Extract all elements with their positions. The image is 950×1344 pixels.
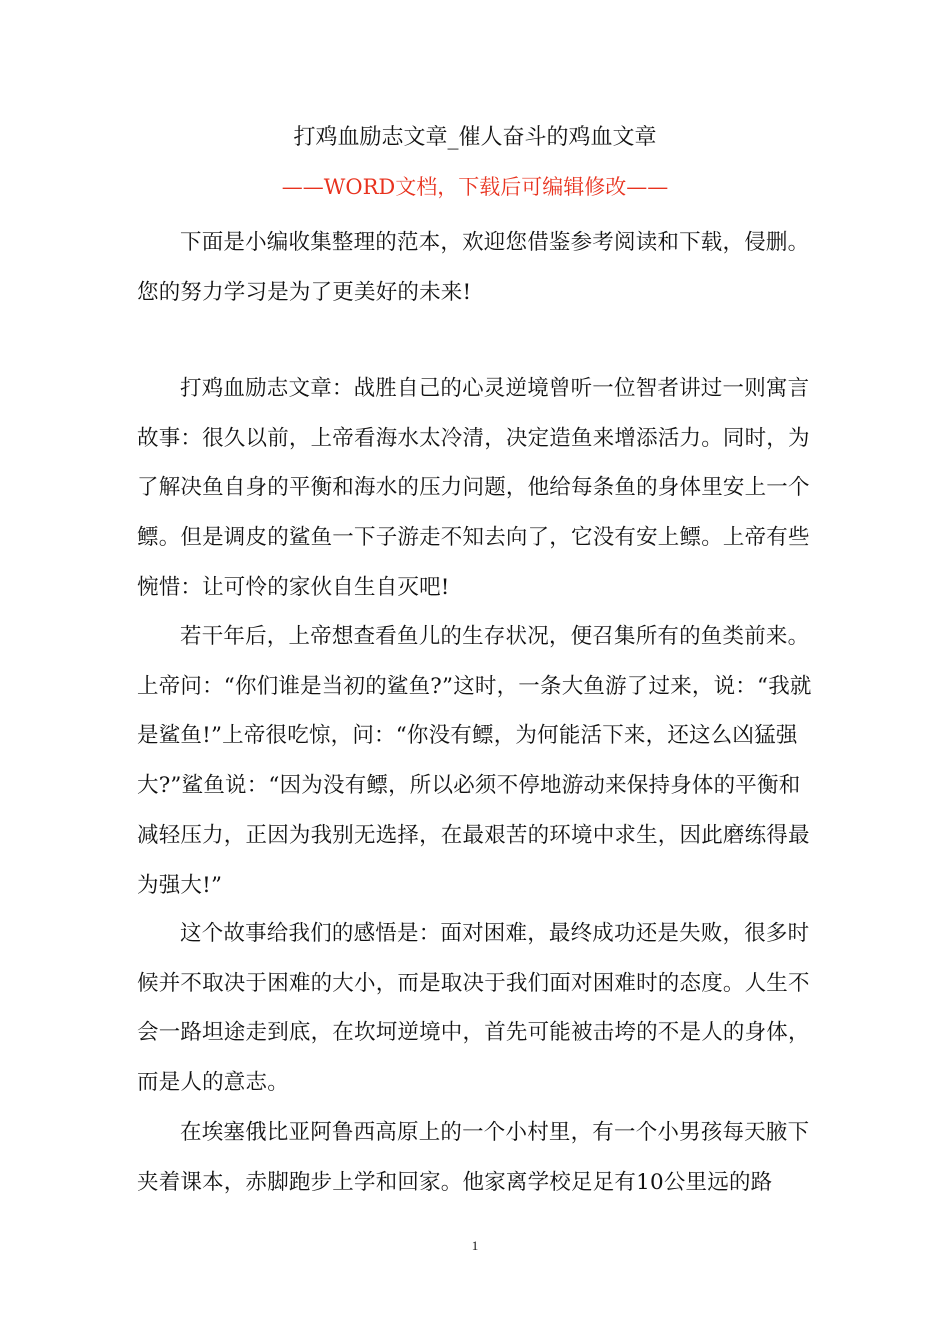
document-title: 打鸡血励志文章_催人奋斗的鸡血文章 — [293, 125, 657, 150]
document-subtitle: ——WORD文档，下载后可编辑修改—— — [281, 175, 669, 199]
paragraph-fable: 打鸡血励志文章：战胜自己的心灵逆境曾听一位智者讲过一则寓言故事：很久以前，上帝看海水太冷清，决定造鱼来增添活力。同时，为了解决鱼自身的平衡和海水的压力问题，他给每条鱼的身体里安上一个鳔。但是调皮的鲨鱼一下子游走不知去向了，它没有安上鳔。上帝有些惋惜：让可怜的家伙自生自灭吧! — [137, 376, 810, 600]
page-number: 1 — [471, 1238, 479, 1253]
paragraph-lesson: 这个故事给我们的感悟是：面对困难，最终成功还是失败，很多时候并不取决于困难的大小，而是取决于我们面对困难时的态度。人生不会一路坦途走到底，在坎坷逆境中，首先可能被击垮的不是人的身体，而是人的意志。 — [137, 921, 810, 1096]
paragraph-shark-dialogue: 若干年后，上帝想查看鱼儿的生存状况，便召集所有的鱼类前来。上帝问：“你们谁是当初的鲨鱼?”这时，一条大鱼游了过来，说：“我就是鲨鱼!”上帝很吃惊，问：“你没有鳔，为何能活下来，还这么凶猛强大?”鲨鱼说：“因为没有鳔，所以必须不停地游动来保持身体的平衡和减轻压力，正因为我别无选择，在最艰苦的环境中求生，因此磨练得最为强大!” — [137, 624, 812, 898]
paragraph-intro: 下面是小编收集整理的范本，欢迎您借鉴参考阅读和下载，侵删。您的努力学习是为了更美好的未来! — [137, 230, 810, 305]
paragraph-ethiopia-boy: 在埃塞俄比亚阿鲁西高原上的一个小村里，有一个小男孩每天腋下夹着课本，赤脚跑步上学和回家。他家离学校足足有10公里远的路 — [137, 1120, 810, 1195]
